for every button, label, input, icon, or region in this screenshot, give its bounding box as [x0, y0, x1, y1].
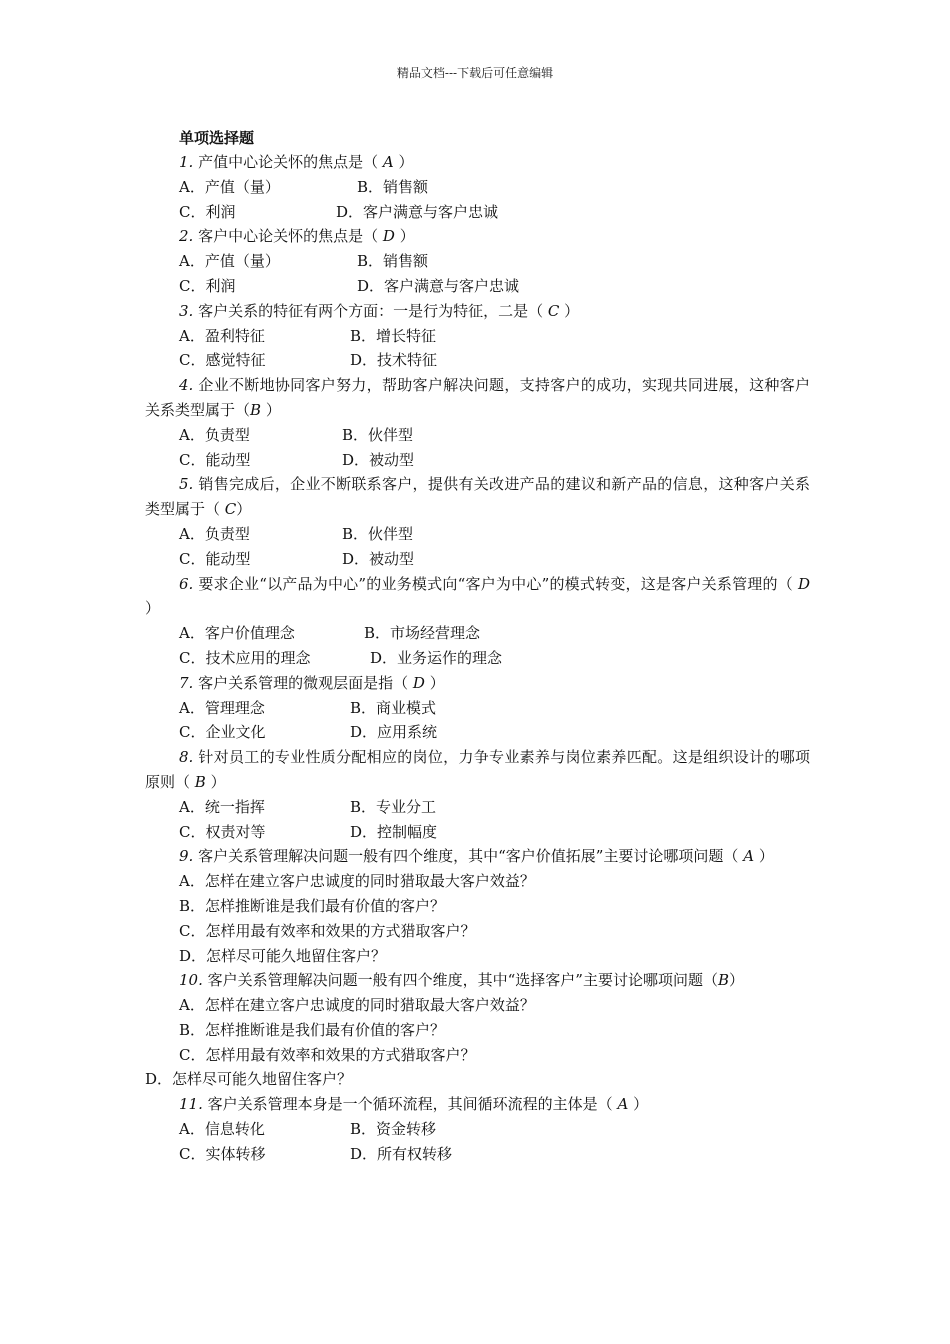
option-row	[179, 1117, 810, 1142]
option-a: A．产值（量）	[179, 252, 280, 271]
question-text: 产值中心论关怀的焦点是（	[198, 153, 379, 171]
option-b: B．销售额	[357, 252, 429, 271]
option-c: C．能动型	[179, 450, 251, 469]
option-row	[179, 547, 810, 572]
option-c: C．能动型	[179, 549, 251, 568]
option-row	[179, 522, 810, 547]
question-3: 3. 客户关系的特征有两个方面：一是行为特征，二是（ C ）	[179, 301, 580, 320]
question-text: 客户关系的特征有两个方面：一是行为特征，二是（	[198, 301, 544, 320]
option-a: A．产值（量）	[179, 177, 280, 196]
option-d: D．怎样尽可能久地留住客户？	[179, 946, 387, 965]
question-number: 7.	[179, 673, 194, 692]
option-row	[179, 324, 810, 349]
option-a: A．负责型	[179, 524, 250, 543]
option-c: C．感觉特征	[179, 351, 266, 370]
option-d: D．怎样尽可能久地留住客户？	[145, 1070, 353, 1089]
question-number: 1.	[179, 153, 194, 171]
option-row	[179, 1142, 810, 1167]
option-b: B．市场经营理念	[364, 624, 481, 643]
option-a: A．管理理念	[179, 698, 265, 717]
option-row	[179, 621, 810, 646]
question-8: 8. 针对员工的专业性质分配相应的岗位，力争专业素养与岗位素养匹配。这是组织设计的哪项原则（ B ）	[145, 748, 810, 791]
question-11: 11. 客户关系管理本身是一个循环流程，其间循环流程的主体是（ A ）	[179, 1095, 649, 1114]
option-d: D．客户满意与客户忠诚	[336, 202, 499, 221]
question-number: 5.	[179, 475, 194, 494]
option-c: C．怎样用最有效率和效果的方式猎取客户？	[179, 921, 476, 940]
option-d: D．被动型	[342, 450, 415, 469]
question-text: 针对员工的专业性质分配相应的岗位，力争专业素养与岗位素养匹配。这是组织设计的哪项原则（	[145, 748, 810, 791]
option-row	[179, 175, 810, 200]
question-number: 3.	[179, 301, 194, 320]
option-b: B．资金转移	[350, 1120, 437, 1139]
question-number: 8.	[179, 748, 194, 767]
option-row	[179, 274, 810, 299]
question-number: 10.	[179, 971, 203, 990]
answer: B	[250, 400, 262, 419]
option-b: B．伙伴型	[342, 524, 414, 543]
option-row	[179, 423, 810, 448]
option-b: B．专业分工	[350, 797, 437, 816]
option-a: A．盈利特征	[179, 326, 265, 345]
question-text: 客户关系管理解决问题一般有四个维度，其中“选择客户”主要讨论哪项问题（	[207, 971, 718, 990]
option-a: A．怎样在建立客户忠诚度的同时猎取最大客户效益？	[179, 996, 535, 1015]
option-d: D．应用系统	[350, 723, 438, 742]
option-a: A．信息转化	[179, 1120, 265, 1139]
question-6: 6. 要求企业“以产品为中心”的业务模式向“客户为中心”的模式转变，这是客户关系管理的（ D ）	[145, 574, 810, 618]
option-a: A．负责型	[179, 425, 250, 444]
option-a: A．统一指挥	[179, 797, 265, 816]
question-text: 企业不断地协同客户努力，帮助客户解决问题，支持客户的成功，实现共同进展，这种客户关系类型属于（	[145, 376, 810, 419]
question-4: 4. 企业不断地协同客户努力，帮助客户解决问题，支持客户的成功，实现共同进展，这种客户关系类型属于（B ）	[145, 376, 810, 419]
answer: D	[382, 227, 395, 246]
answer: C	[224, 500, 237, 519]
question-number: 11.	[179, 1095, 203, 1114]
question-10: 10. 客户关系管理解决问题一般有四个维度，其中“选择客户”主要讨论哪项问题（B）	[179, 971, 745, 990]
answer: D	[412, 673, 425, 692]
answer: A	[382, 153, 394, 171]
option-b: B．伙伴型	[342, 425, 414, 444]
question-2: 2. 客户中心论关怀的焦点是（ D ）	[179, 227, 415, 246]
option-row	[179, 820, 810, 845]
question-text: 客户中心论关怀的焦点是（	[198, 227, 379, 246]
question-list	[145, 126, 810, 1167]
option-d: D．控制幅度	[350, 822, 438, 841]
answer: B	[194, 772, 206, 791]
question-number: 9.	[179, 847, 194, 866]
option-c: C．利润	[179, 276, 236, 295]
question-text: 客户关系管理解决问题一般有四个维度，其中“客户价值拓展”主要讨论哪项问题（	[198, 847, 739, 866]
option-b: B．商业模式	[350, 698, 437, 717]
option-a: A．怎样在建立客户忠诚度的同时猎取最大客户效益？	[179, 872, 535, 891]
answer: A	[617, 1095, 629, 1114]
option-c: C．技术应用的理念	[179, 648, 311, 667]
option-c: C．实体转移	[179, 1144, 266, 1163]
option-b: B．销售额	[357, 177, 429, 196]
option-row	[179, 348, 810, 373]
option-row	[179, 720, 810, 745]
question-text: 客户关系管理本身是一个循环流程，其间循环流程的主体是（	[207, 1095, 613, 1114]
option-d: D．技术特征	[350, 351, 438, 370]
answer: C	[547, 301, 560, 320]
option-d: D．业务运作的理念	[370, 648, 503, 667]
question-number: 6.	[179, 574, 194, 593]
option-a: A．客户价值理念	[179, 624, 295, 643]
option-d: D．被动型	[342, 549, 415, 568]
option-d: D．客户满意与客户忠诚	[357, 276, 520, 295]
question-1: 1. 产值中心论关怀的焦点是（ A ）	[179, 153, 414, 171]
option-c: C．权责对等	[179, 822, 266, 841]
question-5: 5. 销售完成后，企业不断联系客户，提供有关改进产品的建议和新产品的信息，这种客户关系类型属于（ C）	[145, 475, 810, 519]
question-7: 7. 客户关系管理的微观层面是指（ D ）	[179, 673, 445, 692]
question-text: 要求企业“以产品为中心”的业务模式向“客户为中心”的模式转变，这是客户关系管理的（	[198, 574, 793, 593]
option-c: C．怎样用最有效率和效果的方式猎取客户？	[179, 1045, 476, 1064]
option-row	[179, 696, 810, 721]
answer: B	[717, 971, 730, 990]
option-b: B．怎样推断谁是我们最有价值的客户？	[179, 1020, 446, 1039]
option-c: C．利润	[179, 202, 236, 221]
page-header: 精品文档---下载后可任意编辑	[396, 66, 554, 80]
question-text: 销售完成后，企业不断联系客户，提供有关改进产品的建议和新产品的信息，这种客户关系类型属于（	[145, 475, 810, 519]
option-row	[179, 249, 810, 274]
option-b: B．增长特征	[350, 326, 437, 345]
question-text: 客户关系管理的微观层面是指（	[198, 673, 409, 692]
option-row	[179, 448, 810, 473]
question-number: 2.	[179, 227, 194, 246]
option-c: C．企业文化	[179, 723, 266, 742]
option-row	[179, 200, 810, 225]
option-row	[179, 795, 810, 820]
option-d: D．所有权转移	[350, 1144, 453, 1163]
option-b: B．怎样推断谁是我们最有价值的客户？	[179, 896, 446, 915]
answer: D	[797, 574, 810, 593]
question-9: 9. 客户关系管理解决问题一般有四个维度，其中“客户价值拓展”主要讨论哪项问题（ A ）	[179, 847, 774, 866]
option-row	[179, 646, 810, 671]
section-title: 单项选择题	[179, 129, 255, 147]
question-number: 4.	[179, 376, 194, 395]
answer: A	[743, 847, 755, 866]
